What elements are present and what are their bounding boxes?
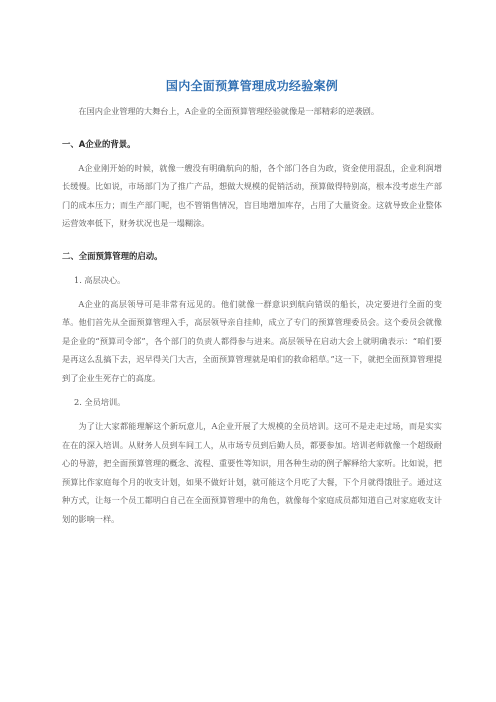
section-heading-background: 一、A企业的背景。 xyxy=(62,138,136,149)
section-background-paragraph: A企业刚开始的时候，就像一艘没有明确航向的船，各个部门各自为政，资金使用混乱，企业利润增长缓慢。比如说，市场部门为了推广产品，想做大规模的促销活动，预算做得特别高，根本没考虑生产部门的成本压力；而生产部门呢，也不管销售情况，盲目地增加库存，占用了大量资金。这就导致企业整体运营效率低下，财务状况也是一塌糊涂。 xyxy=(62,162,442,228)
subheading-training: 2. 全员培训。 xyxy=(74,397,126,407)
intro-paragraph: 在国内企业管理的大舞台上，A企业的全面预算管理经验就像是一部精彩的逆袭剧。 xyxy=(78,106,380,116)
spacer xyxy=(62,233,442,241)
spacer xyxy=(62,121,442,129)
leadership-paragraph: A企业的高层领导可是非常有远见的。他们就像一群意识到航向错误的船长，决定要进行全面的变革。他们首先从全面预算管理入手，高层领导亲自挂帅，成立了专门的预算管理委员会。这个委员会就像是企业的“预算司令部”，各个部门的负责人都得参与进来。高层领导在启动大会上就明确表示：“咱们要是再这么乱搞下去，迟早得关门大吉，全面预算管理就是咱们的救命稻草。”这一下，就把全面预算管理提到了企业生死存亡的高度。 xyxy=(62,298,442,383)
document-title: 国内全面预算管理成功经验案例 xyxy=(165,79,339,93)
subheading-leadership: 1. 高层决心。 xyxy=(74,274,126,285)
section-heading-launch: 二、全面预算管理的启动。 xyxy=(62,250,163,261)
training-paragraph: 为了让大家都能理解这个新玩意儿，A企业开展了大规模的全员培训。这可不是走走过场，而是实实在在的深入培训。从财务人员到车间工人，从市场专员到后勤人员，都要参加。培训老师就像一个超级耐心的导游，把全面预算管理的概念、流程、重要性等知识，用各种生动的例子解释给大家听。比如说，把预算比作家庭每个月的收支计划，如果不做好计划，就可能这个月吃了大餐，下个月就得饿肚子。通过这种方式，让每一个员工都明白自己在全面预算管理中的角色，就像每个家庭成员都知道自己对家庭收支计划的影响一样。 xyxy=(62,421,442,524)
spacer xyxy=(62,387,442,391)
